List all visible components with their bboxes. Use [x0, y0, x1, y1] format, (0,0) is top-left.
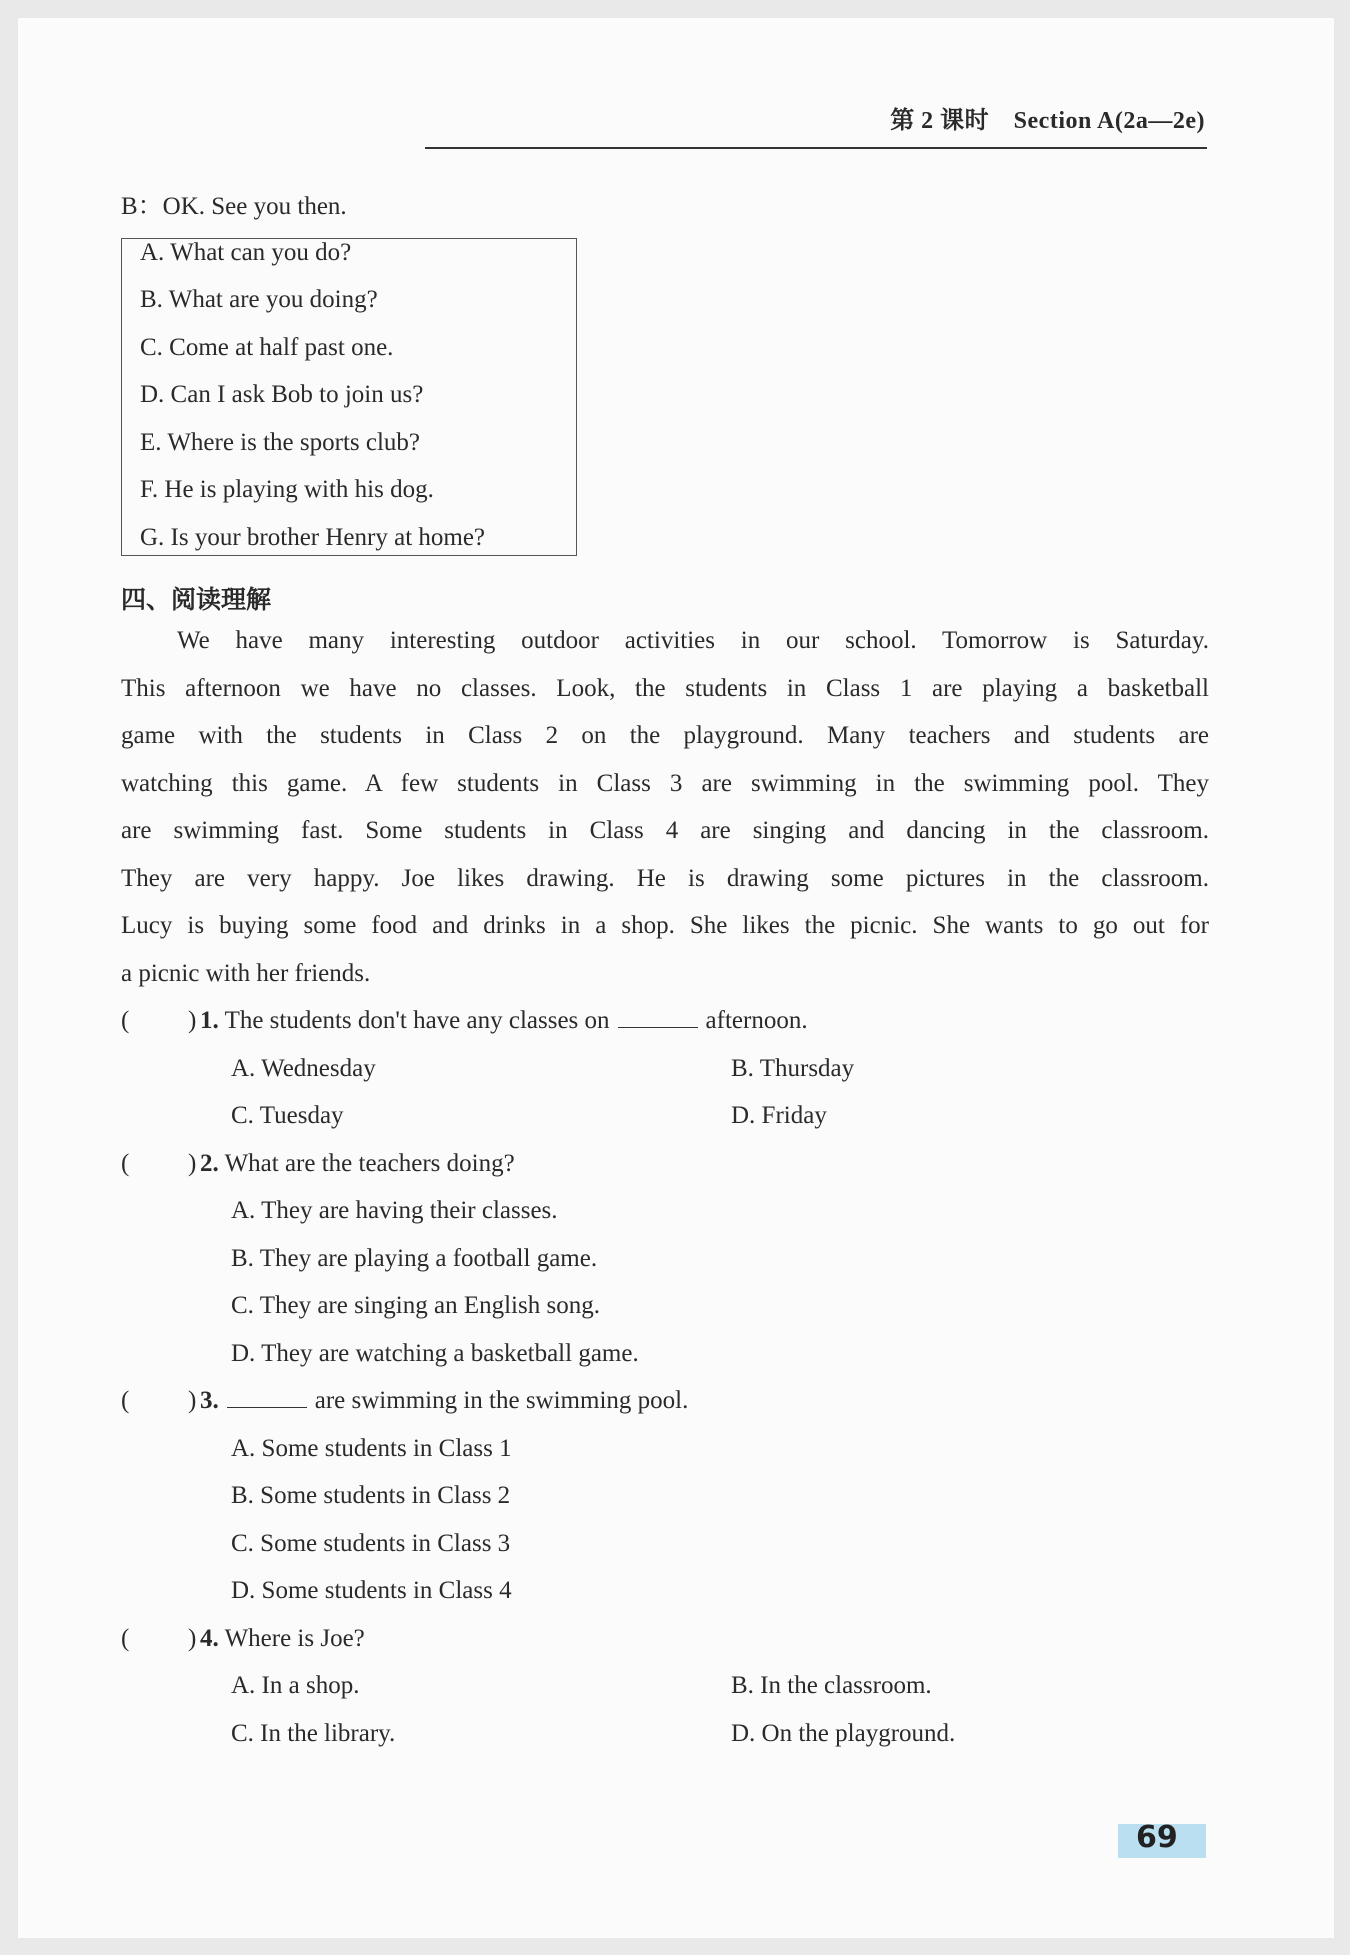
- answer-paren-close: ): [188, 1387, 197, 1414]
- question-stem-end: afternoon.: [705, 1007, 808, 1034]
- passage-line: watching this game. A few students in Class 3 are swimming in the swimming pool. They: [121, 770, 1209, 797]
- passage-line: game with the students in Class 2 on the playground. Many teachers and students are: [121, 722, 1209, 749]
- passage-line: We have many interesting outdoor activities in our school. Tomorrow is Saturday.: [177, 627, 1209, 654]
- answer-paren-open: (: [121, 1625, 130, 1652]
- choice-1a: A. Wednesday: [231, 1055, 376, 1082]
- choice-3c: C. Some students in Class 3: [231, 1530, 511, 1557]
- question-3: [200, 1387, 688, 1415]
- choice-4c: C. In the library.: [231, 1720, 396, 1747]
- choice-2b: B. They are playing a football game.: [231, 1245, 598, 1272]
- question-number: 3.: [200, 1387, 219, 1414]
- passage-line: They are very happy. Joe likes drawing. He is drawing some pictures in the classroom.: [121, 865, 1209, 892]
- passage-line: a picnic with her friends.: [121, 960, 371, 987]
- passage-line: are swimming fast. Some students in Class 4 are singing and dancing in the classroom.: [121, 817, 1209, 844]
- fill-blank: [618, 1007, 698, 1028]
- option-g: G. Is your brother Henry at home?: [140, 524, 486, 551]
- question-number: 4.: [200, 1625, 219, 1652]
- option-f: F. He is playing with his dog.: [140, 476, 434, 503]
- choice-4d: D. On the playground.: [731, 1720, 956, 1747]
- answer-paren-close: ): [188, 1007, 197, 1034]
- option-b: B. What are you doing?: [140, 286, 378, 313]
- page-number-badge: [1118, 1820, 1206, 1858]
- choice-2c: C. They are singing an English song.: [231, 1292, 600, 1319]
- question-stem: What are the teachers doing?: [224, 1150, 515, 1177]
- choice-4a: A. In a shop.: [231, 1672, 360, 1699]
- answer-paren-open: (: [121, 1387, 130, 1414]
- choice-1b: B. Thursday: [731, 1055, 855, 1082]
- question-stem: The students don't have any classes on: [224, 1007, 610, 1034]
- choice-3d: D. Some students in Class 4: [231, 1577, 512, 1604]
- options-box: [121, 238, 577, 556]
- header-rule: [425, 147, 1207, 149]
- question-1: [200, 1007, 808, 1035]
- question-stem-end: are swimming in the swimming pool.: [314, 1387, 689, 1414]
- fill-blank: [227, 1387, 307, 1408]
- choice-1c: C. Tuesday: [231, 1102, 344, 1129]
- answer-paren-open: (: [121, 1150, 130, 1177]
- choice-4b: B. In the classroom.: [731, 1672, 932, 1699]
- dialog-end-line: B：OK. See you then.: [121, 193, 347, 220]
- option-e: E. Where is the sports club?: [140, 429, 421, 456]
- passage-line: Lucy is buying some food and drinks in a shop. She likes the picnic. She wants to go out for: [121, 912, 1209, 939]
- answer-paren-close: ): [188, 1625, 197, 1652]
- choice-1d: D. Friday: [731, 1102, 827, 1129]
- choice-2d: D. They are watching a basketball game.: [231, 1340, 639, 1367]
- question-number: 2.: [200, 1150, 219, 1177]
- choice-3a: A. Some students in Class 1: [231, 1435, 512, 1462]
- question-4: [200, 1625, 365, 1653]
- question-2: [200, 1150, 515, 1178]
- section-title: 四、阅读理解: [121, 585, 272, 614]
- choice-2a: A. They are having their classes.: [231, 1197, 558, 1224]
- question-stem: Where is Joe?: [224, 1625, 365, 1652]
- question-number: 1.: [200, 1007, 219, 1034]
- option-c: C. Come at half past one.: [140, 334, 394, 361]
- option-d: D. Can I ask Bob to join us?: [140, 381, 424, 408]
- choice-3b: B. Some students in Class 2: [231, 1482, 511, 1509]
- answer-paren-open: (: [121, 1007, 130, 1034]
- passage-line: This afternoon we have no classes. Look, the students in Class 1 are playing a basketball: [121, 675, 1209, 702]
- page-header: 第 2 课时 Section A(2a—2e): [890, 108, 1205, 134]
- option-a: A. What can you do?: [140, 239, 352, 266]
- page-number: 69: [1136, 1820, 1178, 1855]
- answer-paren-close: ): [188, 1150, 197, 1177]
